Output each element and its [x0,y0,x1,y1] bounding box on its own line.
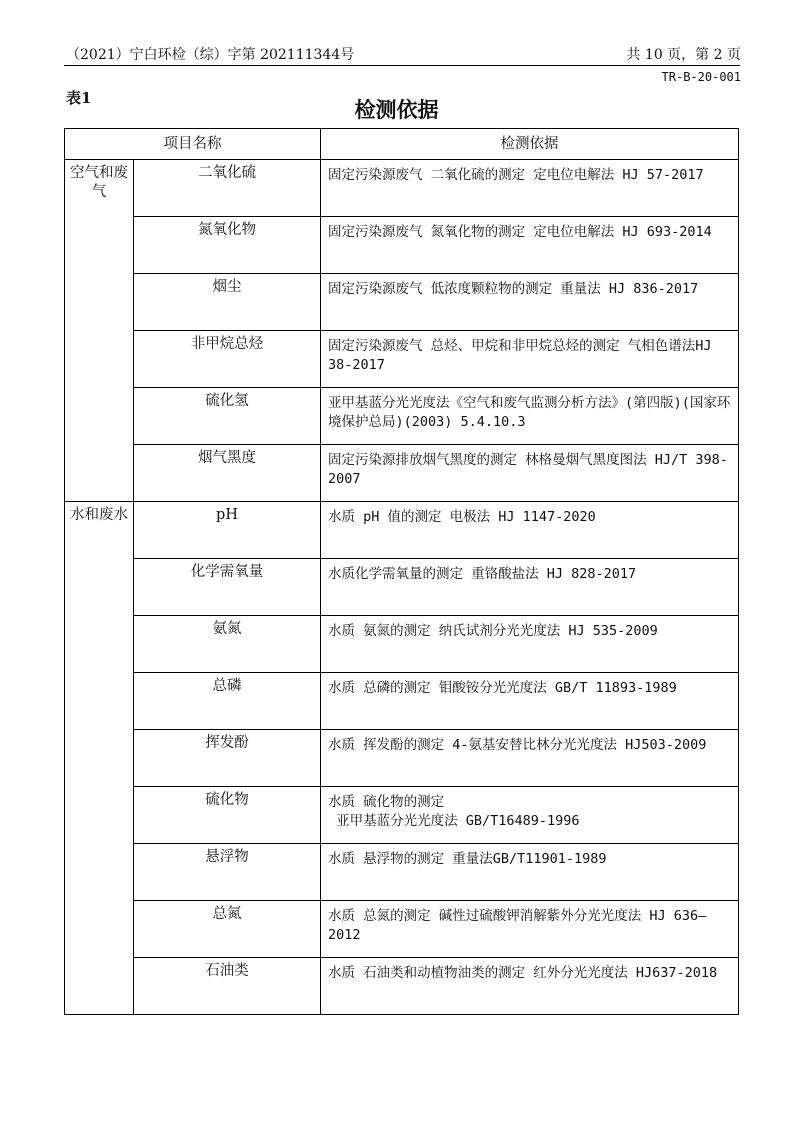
method-cell: 水质 氨氮的测定 纳氏试剂分光光度法 HJ 535-2009 [321,616,739,673]
method-cell: 水质 总磷的测定 钼酸铵分光光度法 GB/T 11893-1989 [321,673,739,730]
item-name-cell: pH [134,502,321,559]
item-name-cell: 非甲烷总烃 [134,331,321,388]
header-divider [64,65,740,66]
item-name-cell: 化学需氧量 [134,559,321,616]
page-title: 检测依据 [354,97,439,122]
item-name-cell: 石油类 [134,958,321,1015]
table-row [65,673,739,730]
table-row [65,787,739,844]
method-cell: 水质 pH 值的测定 电极法 HJ 1147-2020 [321,502,739,559]
method-cell: 固定污染源排放烟气黑度的测定 林格曼烟气黑度图法 HJ/T 398-2007 [321,445,739,502]
category-cell: 水和废水 [65,502,134,1015]
method-cell: 固定污染源废气 总烃、甲烷和非甲烷总烃的测定 气相色谱法HJ 38-2017 [321,331,739,388]
method-cell: 亚甲基蓝分光光度法《空气和废气监测分析方法》(第四版)(国家环境保护总局)(2003) 5.4.10.3 [321,388,739,445]
item-name-cell: 总氮 [134,901,321,958]
method-cell: 水质 总氮的测定 碱性过硫酸钾消解紫外分光光度法 HJ 636—2012 [321,901,739,958]
item-name-cell: 硫化物 [134,787,321,844]
method-cell: 水质化学需氧量的测定 重铬酸盐法 HJ 828-2017 [321,559,739,616]
table-row [65,616,739,673]
table-row [65,958,739,1015]
table-row [65,559,739,616]
method-cell: 固定污染源废气 低浓度颗粒物的测定 重量法 HJ 836-2017 [321,274,739,331]
table-row [65,730,739,787]
document-code: TR-B-20-001 [661,70,741,84]
method-cell: 水质 硫化物的测定 亚甲基蓝分光光度法 GB/T16489-1996 [321,787,739,844]
table-row [65,844,739,901]
item-name-cell: 烟气黑度 [134,445,321,502]
header-item-name: 项目名称 [65,129,321,160]
table-row [65,217,739,274]
method-cell: 水质 挥发酚的测定 4-氨基安替比林分光光度法 HJ503-2009 [321,730,739,787]
method-cell: 水质 石油类和动植物油类的测定 红外分光光度法 HJ637-2018 [321,958,739,1015]
item-name-cell: 总磷 [134,673,321,730]
item-name-cell: 氮氧化物 [134,217,321,274]
item-name-cell: 二氧化硫 [134,160,321,217]
page-info: 共 10 页，第 2 页 [626,47,741,63]
table-row [65,160,739,217]
table-label: 表1 [66,89,92,107]
table-row [65,502,739,559]
item-name-cell: 氨氮 [134,616,321,673]
report-number: （2021）宁白环检（综）字第 202111344号 [66,47,355,63]
method-cell: 固定污染源废气 氮氧化物的测定 定电位电解法 HJ 693-2014 [321,217,739,274]
item-name-cell: 悬浮物 [134,844,321,901]
table-row [65,901,739,958]
table-row [65,274,739,331]
testing-basis-table [64,128,739,1015]
table-row [65,331,739,388]
header-method: 检测依据 [321,129,739,160]
table-row [65,388,739,445]
method-cell: 固定污染源废气 二氧化硫的测定 定电位电解法 HJ 57-2017 [321,160,739,217]
item-name-cell: 烟尘 [134,274,321,331]
table-row [65,445,739,502]
category-cell: 空气和废气 [65,160,134,502]
method-cell: 水质 悬浮物的测定 重量法GB/T11901-1989 [321,844,739,901]
item-name-cell: 硫化氢 [134,388,321,445]
table-header-row [65,129,739,160]
item-name-cell: 挥发酚 [134,730,321,787]
